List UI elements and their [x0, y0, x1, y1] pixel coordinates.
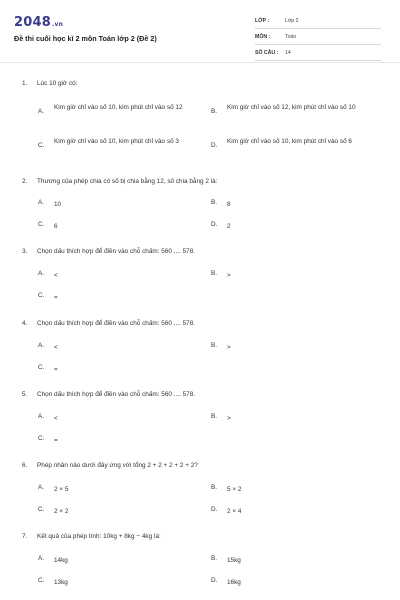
- option-letter: A.: [38, 555, 45, 562]
- exam-meta: [255, 14, 381, 62]
- option-letter: A.: [38, 342, 45, 349]
- question-prompt: Chọn dấu thích hợp để điền vào chỗ chấm: 560 .... 578.: [37, 320, 196, 327]
- question-number: 3.: [22, 248, 28, 255]
- option-letter: B.: [211, 484, 218, 491]
- option-text: 13kg: [54, 579, 68, 586]
- option-letter: C.: [38, 292, 45, 299]
- question-number: 4.: [22, 320, 28, 327]
- option-letter: D.: [211, 221, 218, 228]
- logo-main: 2048: [14, 15, 51, 30]
- meta-row-class: [255, 14, 381, 29]
- option-text: >: [227, 415, 231, 422]
- option-letter: A.: [38, 484, 45, 491]
- meta-label: SỐ CÂU :: [255, 50, 279, 56]
- option-text: 16kg: [227, 579, 241, 586]
- option-text: 2 × 2: [54, 508, 69, 515]
- option-letter: C.: [38, 577, 45, 584]
- option-text: =: [54, 366, 58, 373]
- question-prompt: Lúc 10 giờ có:: [37, 80, 78, 87]
- option-letter: C.: [38, 221, 45, 228]
- question-prompt: Thương của phép chia có số bị chia bằng 12, số chia bằng 2 là:: [37, 178, 218, 185]
- question-text: [22, 248, 195, 255]
- option-letter: B.: [211, 413, 218, 420]
- option-text: <: [54, 272, 58, 279]
- site-logo[interactable]: [14, 15, 63, 30]
- question-text: [22, 320, 195, 327]
- meta-value: Lớp 2: [285, 18, 299, 24]
- question-text: [22, 80, 77, 87]
- option-text: 2 × 5: [54, 486, 69, 493]
- option-letter: D.: [211, 506, 218, 513]
- option-letter: C.: [38, 142, 45, 149]
- option-text: Kim giờ chỉ vào số 10, kim phút chỉ vào số 6: [227, 138, 352, 145]
- option-letter: A.: [38, 413, 45, 420]
- option-letter: B.: [211, 199, 218, 206]
- option-text: =: [54, 294, 58, 301]
- question-prompt: Phép nhân nào dưới đây ứng với tổng 2 + 2 + 2 + 2 + 2?: [37, 462, 198, 469]
- option-letter: D.: [211, 577, 218, 584]
- option-letter: A.: [38, 108, 45, 115]
- option-letter: B.: [211, 108, 218, 115]
- page-header: [0, 0, 400, 63]
- question-number: 1.: [22, 80, 28, 87]
- meta-value: 14: [285, 50, 291, 56]
- question-text: [22, 533, 161, 540]
- option-text: 2 × 4: [227, 508, 242, 515]
- question-text: [22, 391, 195, 398]
- option-text: 15kg: [227, 557, 241, 564]
- meta-row-count: [255, 46, 381, 61]
- meta-label: MÔN :: [255, 34, 271, 40]
- option-text: 6: [54, 223, 58, 230]
- option-text: Kim giờ chỉ vào số 10, kim phút chỉ vào số 12: [54, 104, 183, 111]
- option-letter: B.: [211, 342, 218, 349]
- question-text: [22, 462, 198, 469]
- option-text: 8: [227, 201, 231, 208]
- option-letter: A.: [38, 199, 45, 206]
- option-text: 10: [54, 201, 62, 208]
- option-text: 2: [227, 223, 231, 230]
- option-letter: C.: [38, 506, 45, 513]
- question-prompt: Kết quả của phép tính: 10kg + 8kg − 4kg là:: [37, 533, 161, 540]
- question-prompt: Chọn dấu thích hợp để điền vào chỗ chấm: 560 .... 578.: [37, 248, 196, 255]
- option-letter: C.: [38, 364, 45, 371]
- meta-row-subject: [255, 30, 381, 45]
- option-text: Kim giờ chỉ vào số 12, kim phút chỉ vào số 10: [227, 104, 356, 111]
- option-text: 14kg: [54, 557, 68, 564]
- option-letter: A.: [38, 270, 45, 277]
- question-number: 2.: [22, 178, 28, 185]
- option-letter: D.: [211, 142, 218, 149]
- option-text: >: [227, 272, 231, 279]
- option-text: >: [227, 344, 231, 351]
- question-number: 6.: [22, 462, 28, 469]
- meta-value: Toán: [285, 34, 297, 40]
- option-text: 5 × 2: [227, 486, 242, 493]
- option-text: <: [54, 344, 58, 351]
- option-letter: B.: [211, 555, 218, 562]
- option-text: <: [54, 415, 58, 422]
- question-prompt: Chọn dấu thích hợp để điền vào chỗ chấm: 560 .... 578.: [37, 391, 196, 398]
- option-letter: C.: [38, 435, 45, 442]
- option-text: =: [54, 437, 58, 444]
- meta-label: LỚP :: [255, 18, 270, 24]
- option-text: Kim giờ chỉ vào số 10, kim phút chỉ vào số 3: [54, 138, 179, 145]
- question-number: 5.: [22, 391, 28, 398]
- question-text: [22, 178, 217, 185]
- logo-suffix: .vn: [51, 21, 64, 28]
- option-letter: B.: [211, 270, 218, 277]
- page-title: Đề thi cuối học kì 2 môn Toán lớp 2 (Đề 2): [14, 34, 157, 43]
- question-number: 7.: [22, 533, 28, 540]
